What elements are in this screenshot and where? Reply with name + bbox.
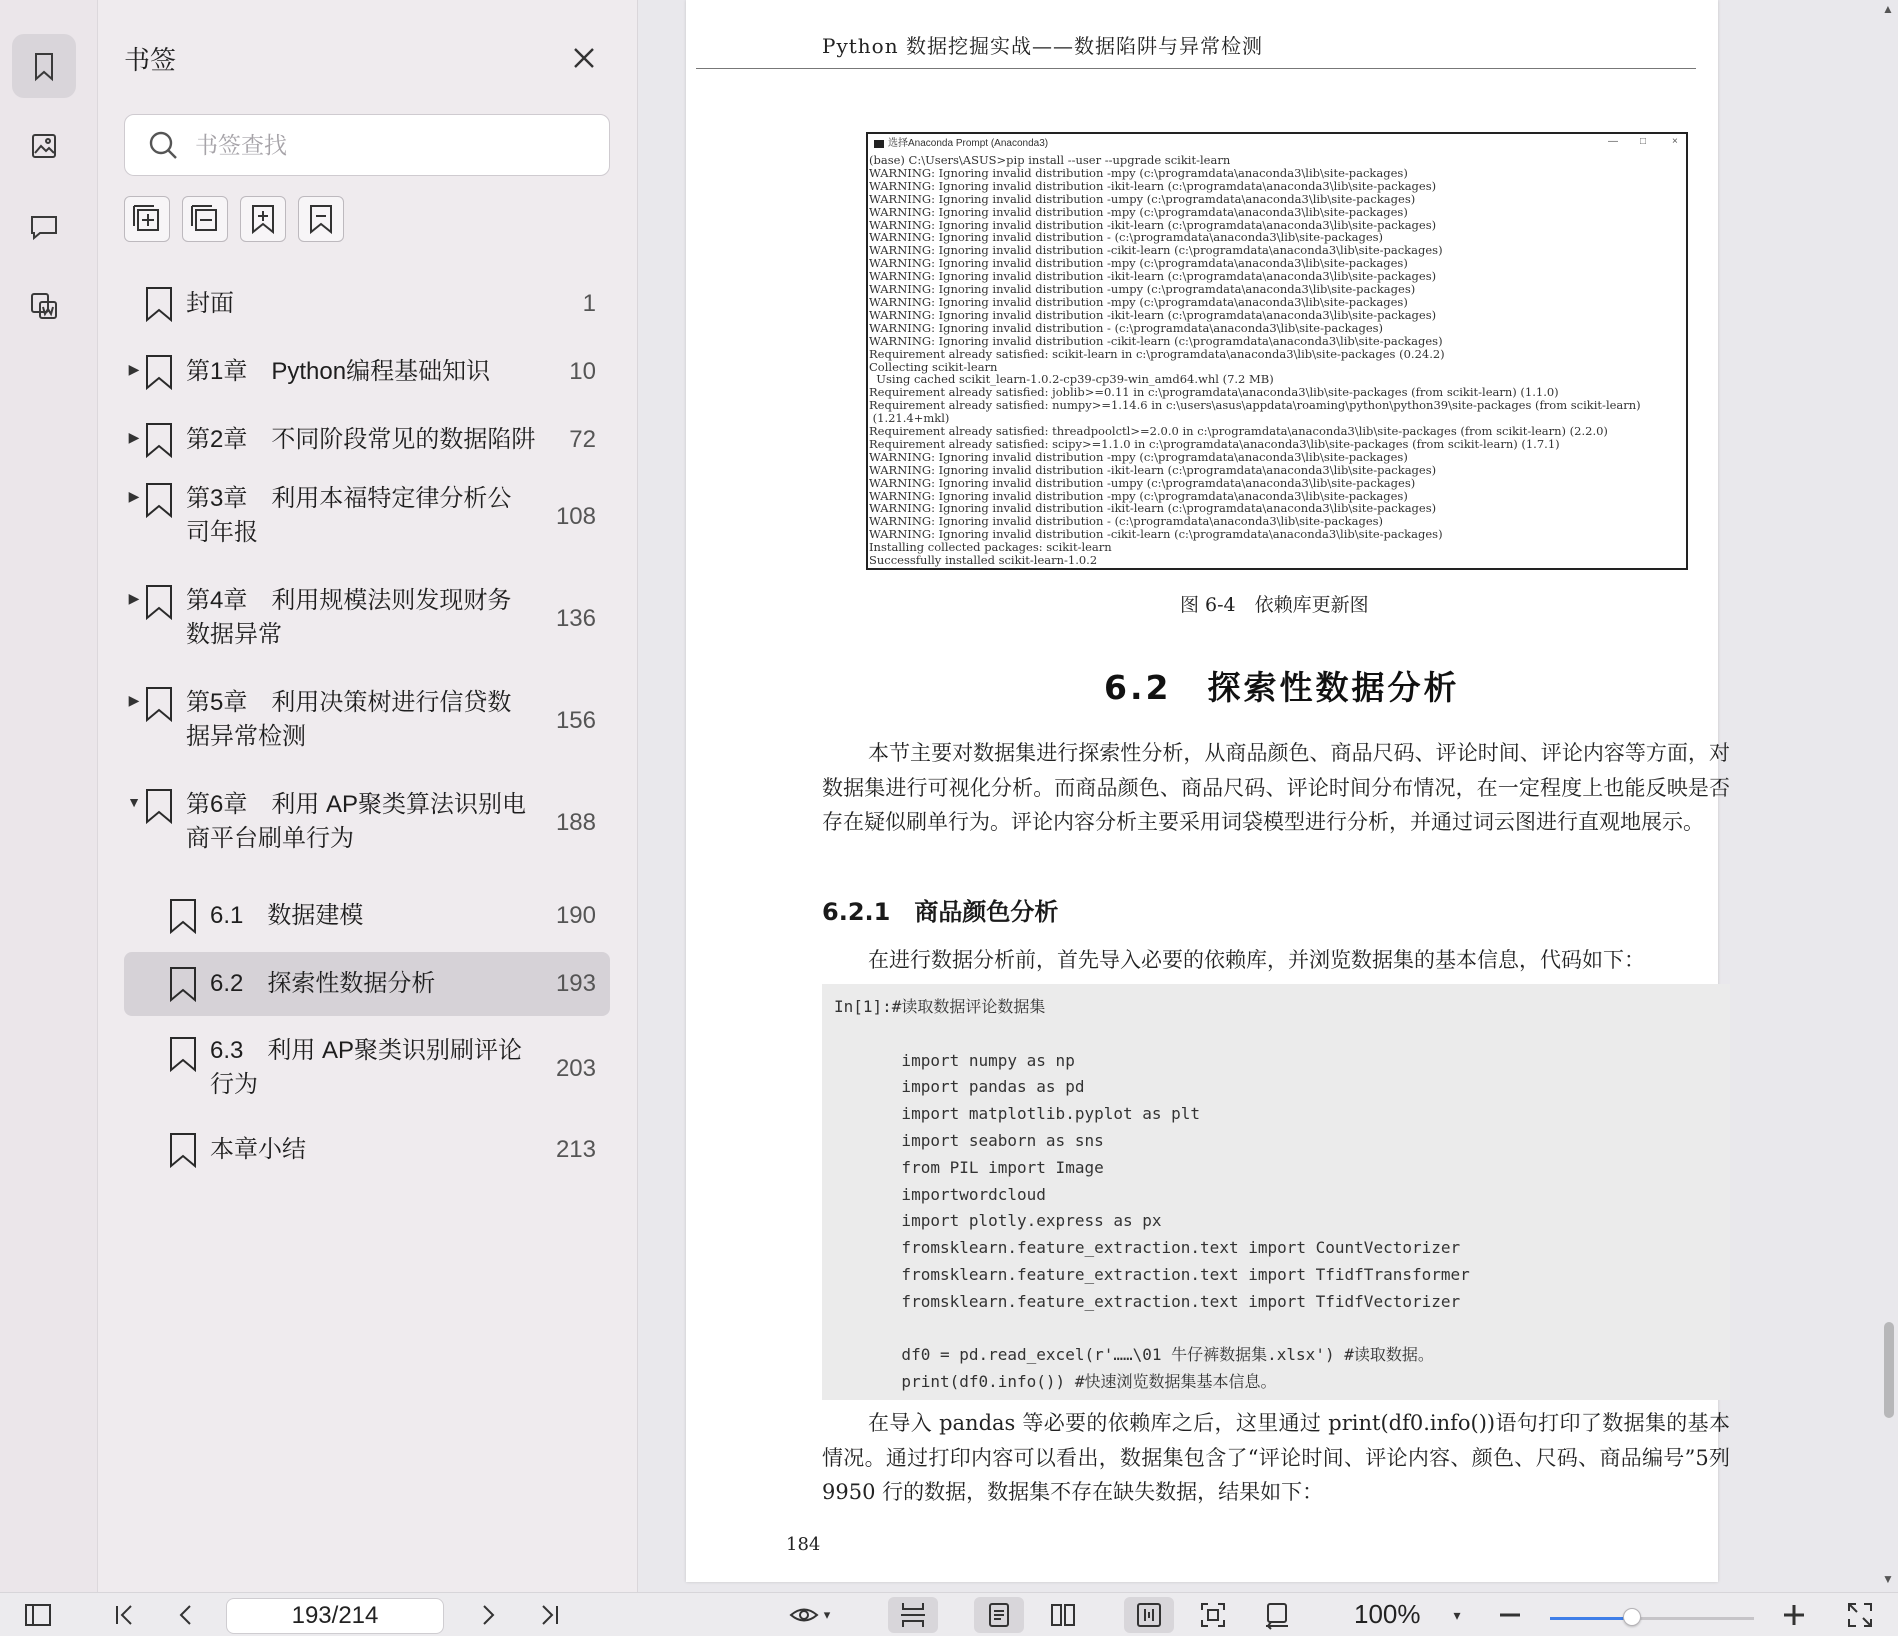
bookmark-label-line2: 司年报 — [186, 519, 258, 546]
terminal-line: WARNING: Ignoring invalid distribution -mpy (c:\programdata\anaconda3\lib\site-packages) — [869, 449, 1408, 464]
bookmark-label-line1: 第5章 利用决策树进行信贷数 — [186, 689, 512, 716]
bookmark-icon — [168, 898, 198, 934]
add-bookmark-icon — [246, 202, 280, 236]
bookmark-page: 156 — [555, 707, 596, 734]
expand-arrow-icon[interactable]: ▶ — [128, 429, 140, 445]
code-block — [822, 984, 1730, 1400]
bookmark-icon — [144, 584, 174, 620]
rotate-icon — [1262, 1600, 1292, 1630]
expand-arrow-icon[interactable]: ▶ — [128, 361, 140, 377]
figure-caption: 图 6-4 依赖库更新图 — [1180, 594, 1369, 616]
bookmark-icon — [144, 422, 174, 458]
bookmark-label-line1: 6.3 利用 AP聚类识别刷评论 — [210, 1037, 523, 1064]
bookmark-item[interactable] — [124, 780, 610, 882]
bookmark-label: 6.2 探索性数据分析 — [210, 970, 436, 997]
terminal-line: WARNING: Ignoring invalid distribution -ikit-learn (c:\programdata\anaconda3\lib\site-packages) — [869, 269, 1437, 284]
code-line: import matplotlib.pyplot as plt — [834, 1104, 1201, 1124]
terminal-line: WARNING: Ignoring invalid distribution -cikit-learn (c:\programdata\anaconda3\lib\site-packages) — [869, 333, 1443, 348]
bookmark-page: 193 — [555, 970, 596, 997]
last-page-icon — [535, 1600, 565, 1630]
page-number-input[interactable]: 193/214 — [226, 1598, 444, 1634]
bookmark-item[interactable] — [124, 576, 610, 678]
chevron-down-icon: ▾ — [1453, 1606, 1461, 1623]
terminal-line: WARNING: Ignoring invalid distribution -ikit-learn (c:\programdata\anaconda3\lib\site-packages) — [869, 178, 1437, 193]
code-line: fromsklearn.feature_extraction.text import TfidfVectorizer — [834, 1291, 1461, 1311]
lead-paragraph: 在进行数据分析前，首先导入必要的依赖库，并浏览数据集的基本信息，代码如下： — [868, 948, 1645, 972]
bookmark-label: 封面 — [186, 290, 234, 317]
section-title: 6.2 探索性数据分析 — [1104, 668, 1460, 707]
bookmark-icon — [144, 286, 174, 322]
code-line — [834, 1021, 1718, 1048]
scroll-up-icon[interactable]: ▲ — [1882, 2, 1894, 16]
zoom-out-button[interactable] — [1492, 1597, 1528, 1633]
sidebar-toggle-icon — [23, 1600, 53, 1630]
expand-all-button[interactable] — [124, 196, 170, 242]
attachment-panel-button[interactable] — [12, 274, 76, 338]
fullscreen-button[interactable] — [1840, 1597, 1880, 1633]
scrollbar-thumb[interactable] — [1884, 1322, 1894, 1418]
vertical-scrollbar[interactable] — [1880, 0, 1898, 1592]
comment-icon — [27, 209, 61, 243]
terminal-app-icon — [874, 140, 884, 148]
terminal-line: Requirement already satisfied: numpy>=1.14.6 in c:\users\asus\appdata\roaming\python\python39\site-packages (from scikit-learn) — [869, 398, 1641, 413]
bookmark-label-line2: 数据异常 — [186, 621, 282, 648]
code-line — [834, 1316, 1718, 1343]
bookmark-panel — [98, 0, 638, 1592]
bookmark-icon — [168, 1036, 198, 1072]
bookmark-icon — [144, 354, 174, 390]
intro-paragraph: 本节主要对数据集进行探索性分析，从商品颜色、商品尺码、评论时间、评论内容等方面，对数据集进行可视化分析。而商品颜色、商品尺码、评论时间分布情况，在一定程度上也能反映是否存在疑似刷单行为。评论内容分析主要采用词袋模型进行分析，并通过词云图进行直观地展示。 — [822, 741, 1730, 834]
delete-bookmark-button[interactable] — [298, 196, 344, 242]
code-line: fromsklearn.feature_extraction.text import TfidfTransformer — [834, 1264, 1470, 1284]
zoom-slider-fill — [1550, 1617, 1632, 1620]
terminal-line: Requirement already satisfied: scikit-learn in c:\programdata\anaconda3\lib\site-packages (0.24.2) — [869, 346, 1445, 361]
last-page-button[interactable] — [530, 1597, 570, 1633]
terminal-output — [868, 154, 1686, 567]
bookmark-label: 6.1 数据建模 — [210, 902, 364, 929]
code-line: In[1]:#读取数据评论数据集 — [834, 997, 1046, 1016]
next-page-button[interactable] — [468, 1597, 508, 1633]
subsection-title: 6.2.1 商品颜色分析 — [822, 898, 1059, 926]
terminal-line: WARNING: Ignoring invalid distribution -ikit-learn (c:\programdata\anaconda3\lib\site-packages) — [869, 217, 1437, 232]
zoom-slider-handle[interactable] — [1623, 1608, 1641, 1626]
bookmark-label-line2: 据异常检测 — [186, 723, 306, 750]
terminal-line: WARNING: Ignoring invalid distribution -mpy (c:\programdata\anaconda3\lib\site-packages) — [869, 256, 1408, 271]
terminal-line: Using cached scikit_learn-1.0.2-cp39-cp39-win_amd64.whl (7.2 MB) — [869, 372, 1274, 387]
code-line: df0 = pd.read_excel(r'……\01 牛仔裤数据集.xlsx') #读取数据。 — [834, 1345, 1434, 1365]
code-line: fromsklearn.feature_extraction.text import CountVectorizer — [834, 1238, 1461, 1258]
terminal-line: Collecting scikit-learn — [869, 359, 998, 374]
bookmark-page: 72 — [569, 426, 596, 453]
rotate-page-button[interactable] — [1252, 1597, 1302, 1633]
bookmark-icon — [27, 49, 61, 83]
terminal-line: WARNING: Ignoring invalid distribution - (c:\programdata\anaconda3\lib\site-packages) — [869, 230, 1384, 245]
bookmark-page: 136 — [555, 605, 596, 632]
close-panel-button[interactable] — [568, 42, 600, 74]
bookmark-label: 本章小结 — [210, 1136, 306, 1163]
bookmark-page: 10 — [569, 358, 596, 385]
bookmark-page: 213 — [555, 1136, 596, 1163]
bookmark-item[interactable] — [124, 406, 610, 474]
bookmark-item-selected[interactable] — [124, 952, 610, 1016]
expand-all-icon — [130, 202, 164, 236]
thumbnail-panel-button[interactable] — [12, 114, 76, 178]
terminal-title: 选择Anaconda Prompt (Anaconda3) — [888, 137, 1049, 149]
read-mode-button[interactable] — [778, 1597, 840, 1633]
bookmark-page: 188 — [555, 809, 596, 836]
terminal-line: WARNING: Ignoring invalid distribution -umpy (c:\programdata\anaconda3\lib\site-packages) — [869, 282, 1416, 297]
terminal-line: WARNING: Ignoring invalid distribution - (c:\programdata\anaconda3\lib\site-packages) — [869, 320, 1384, 335]
previous-page-button[interactable] — [166, 1597, 206, 1633]
zoom-in-button[interactable] — [1776, 1597, 1812, 1633]
bookmark-label: 第2章 不同阶段常见的数据陷阱 — [186, 426, 536, 453]
image-icon — [27, 129, 61, 163]
bookmark-item[interactable] — [124, 338, 610, 406]
bookmark-panel-button[interactable] — [12, 34, 76, 98]
bookmark-item[interactable] — [124, 474, 610, 576]
expand-arrow-icon[interactable]: ▶ — [128, 590, 140, 606]
fit-page-button[interactable] — [1188, 1597, 1238, 1633]
scroll-down-icon[interactable]: ▼ — [1882, 1572, 1894, 1586]
fit-width-icon — [1134, 1600, 1164, 1630]
bookmark-label-line2: 行为 — [210, 1071, 258, 1098]
bookmark-icon — [168, 1132, 198, 1168]
code-line: import plotly.express as px — [834, 1211, 1162, 1231]
two-page-icon — [1048, 1600, 1078, 1630]
zoom-level[interactable]: 100% — [1354, 1599, 1421, 1629]
terminal-line: WARNING: Ignoring invalid distribution - (c:\programdata\anaconda3\lib\site-packages) — [869, 514, 1384, 529]
terminal-line: WARNING: Ignoring invalid distribution -ikit-learn (c:\programdata\anaconda3\lib\site-packages) — [869, 501, 1437, 516]
code-line: import seaborn as sns — [834, 1130, 1104, 1150]
terminal-line: WARNING: Ignoring invalid distribution -umpy (c:\programdata\anaconda3\lib\site-packages) — [869, 191, 1416, 206]
collapse-all-icon — [188, 202, 222, 236]
code-line: importwordcloud — [834, 1184, 1046, 1204]
collapse-all-button[interactable] — [182, 196, 228, 242]
terminal-line: Successfully installed scikit-learn-1.0.2 — [869, 553, 1098, 568]
terminal-line: WARNING: Ignoring invalid distribution -cikit-learn (c:\programdata\anaconda3\lib\site-packages) — [869, 243, 1443, 258]
bookmark-tree — [124, 270, 610, 1188]
toggle-sidebar-button[interactable] — [18, 1597, 58, 1633]
bookmark-page: 1 — [582, 290, 596, 317]
plus-icon — [1779, 1600, 1809, 1630]
search-icon — [147, 129, 179, 161]
terminal-screenshot-figure — [866, 132, 1688, 570]
expand-arrow-icon[interactable]: ▶ — [128, 692, 140, 708]
bookmark-page: 108 — [555, 503, 596, 530]
two-page-button[interactable] — [1038, 1597, 1088, 1633]
terminal-line: WARNING: Ignoring invalid distribution -mpy (c:\programdata\anaconda3\lib\site-packages) — [869, 294, 1408, 309]
terminal-line: Installing collected packages: scikit-learn — [869, 540, 1112, 555]
bookmark-label-line1: 第4章 利用规模法则发现财务 — [186, 587, 512, 614]
terminal-line: WARNING: Ignoring invalid distribution -mpy (c:\programdata\anaconda3\lib\site-packages) — [869, 488, 1408, 503]
result-paragraph: 在导入 pandas 等必要的依赖库之后，这里通过 print(df0.info())语句打印了数据集的基本情况。通过打印内容可以看出，数据集包含了“评论时间、评论内容、颜色、尺码、商品编号”5列 9950 行的数据，数据集不存在缺失数据，结果如下： — [822, 1411, 1730, 1504]
bookmark-item[interactable] — [124, 678, 610, 780]
collapse-arrow-icon[interactable]: ▼ — [127, 794, 141, 810]
zoom-dropdown-button[interactable] — [1442, 1597, 1472, 1633]
attachment-icon — [27, 289, 61, 323]
bookmark-icon — [168, 966, 198, 1002]
code-line: import numpy as np — [834, 1050, 1075, 1070]
bookmark-search-input[interactable] — [195, 132, 595, 159]
eye-icon — [788, 1600, 820, 1630]
single-page-icon — [984, 1600, 1014, 1630]
chevron-left-icon — [171, 1600, 201, 1630]
bookmark-icon — [144, 686, 174, 722]
running-head: Python 数据挖掘实战——数据陷阱与异常检测 — [822, 34, 1263, 58]
terminal-line: WARNING: Ignoring invalid distribution -mpy (c:\programdata\anaconda3\lib\site-packages) — [869, 204, 1408, 219]
expand-arrow-icon[interactable]: ▶ — [128, 488, 140, 504]
code-line: import pandas as pd — [834, 1077, 1085, 1097]
single-page-button[interactable] — [974, 1597, 1024, 1633]
terminal-line: WARNING: Ignoring invalid distribution -mpy (c:\programdata\anaconda3\lib\site-packages) — [869, 165, 1408, 180]
bookmark-page: 203 — [555, 1055, 596, 1082]
close-icon: × — [1672, 136, 1678, 147]
header-rule — [696, 68, 1696, 69]
bookmark-icon — [144, 482, 174, 518]
maximize-icon: □ — [1640, 136, 1647, 147]
first-page-button[interactable] — [104, 1597, 144, 1633]
fit-page-icon — [1198, 1600, 1228, 1630]
terminal-line: Requirement already satisfied: scipy>=1.1.0 in c:\programdata\anaconda3\lib\site-packages (from scikit-learn) (1.7.1) — [869, 436, 1560, 451]
terminal-line: Requirement already satisfied: joblib>=0.11 in c:\programdata\anaconda3\lib\site-packages (from scikit-learn) (1.1.0) — [869, 385, 1559, 400]
terminal-titlebar — [868, 134, 1686, 154]
comment-panel-button[interactable] — [12, 194, 76, 258]
terminal-line: (base) C:\Users\ASUS>pip install --user --upgrade scikit-learn — [869, 153, 1231, 167]
bookmark-item[interactable] — [124, 270, 610, 338]
minimize-icon: — — [1608, 136, 1618, 147]
first-page-icon — [109, 1600, 139, 1630]
bookmark-tools — [124, 196, 344, 242]
single-page-scroll-button[interactable] — [888, 1597, 938, 1633]
bookmark-icon — [144, 788, 174, 824]
bookmark-label-line1: 第3章 利用本福特定律分析公 — [186, 485, 512, 512]
close-icon — [568, 42, 600, 74]
code-lines — [834, 994, 1718, 1396]
bookmark-label: 第1章 Python编程基础知识 — [186, 358, 491, 385]
bookmark-search-box[interactable] — [124, 114, 610, 176]
bottom-toolbar — [0, 1592, 1898, 1636]
terminal-line: WARNING: Ignoring invalid distribution -umpy (c:\programdata\anaconda3\lib\site-packages) — [869, 475, 1416, 490]
terminal-line: WARNING: Ignoring invalid distribution -cikit-learn (c:\programdata\anaconda3\lib\site-packages) — [869, 527, 1443, 542]
bookmark-item[interactable] — [124, 1120, 610, 1188]
bookmark-item[interactable] — [124, 1016, 610, 1120]
bookmark-item[interactable] — [124, 882, 610, 950]
add-bookmark-button[interactable] — [240, 196, 286, 242]
terminal-line: WARNING: Ignoring invalid distribution -ikit-learn (c:\programdata\anaconda3\lib\site-packages) — [869, 462, 1437, 477]
bookmark-label-line1: 第6章 利用 AP聚类算法识别电 — [186, 791, 527, 818]
terminal-line: Requirement already satisfied: threadpoolctl>=2.0.0 in c:\programdata\anaconda3\lib\site-packages (from scikit-learn) (2.2.0) — [869, 424, 1608, 439]
bookmark-page: 190 — [555, 902, 596, 929]
continuous-scroll-icon — [898, 1600, 928, 1630]
chevron-down-icon: ▾ — [823, 1607, 831, 1622]
fullscreen-icon — [1845, 1600, 1875, 1630]
code-line: from PIL import Image — [834, 1157, 1104, 1177]
page-number: 184 — [786, 1534, 821, 1555]
chevron-right-icon — [473, 1600, 503, 1630]
code-line: print(df0.info()) #快速浏览数据集基本信息。 — [834, 1372, 1277, 1392]
fit-width-button[interactable] — [1124, 1597, 1174, 1633]
terminal-line: WARNING: Ignoring invalid distribution -ikit-learn (c:\programdata\anaconda3\lib\site-packages) — [869, 307, 1437, 322]
panel-title: 书签 — [124, 45, 177, 75]
minus-icon — [1495, 1600, 1525, 1630]
remove-bookmark-icon — [304, 202, 338, 236]
terminal-line: (1.21.4+mkl) — [869, 411, 950, 426]
left-icon-rail — [0, 0, 98, 1592]
bookmark-label-line2: 商平台刷单行为 — [186, 825, 354, 852]
